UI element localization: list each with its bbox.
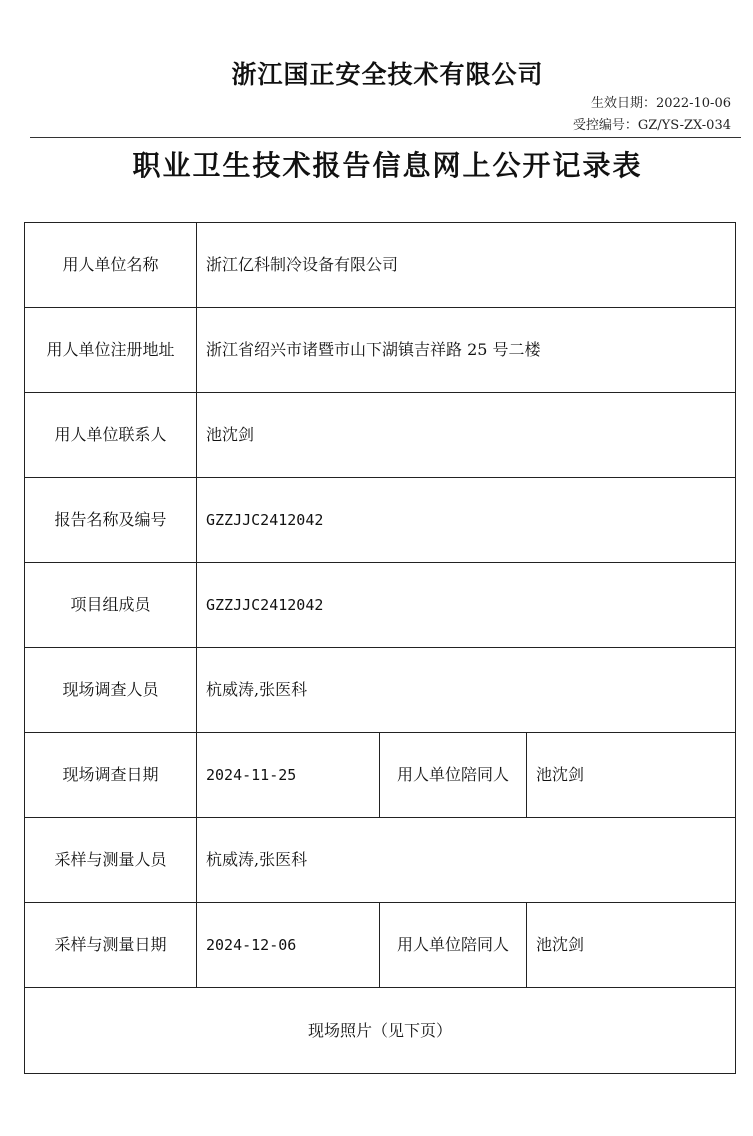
row-sampling-date xyxy=(25,903,736,988)
survey-date-value: 2024-11-25 xyxy=(197,733,380,818)
photos-note: 现场照片（见下页） xyxy=(25,988,736,1074)
row-report xyxy=(25,478,736,563)
row-contact xyxy=(25,393,736,478)
employer-name-label: 用人单位名称 xyxy=(25,223,197,308)
sampling-date-label: 采样与测量日期 xyxy=(25,903,197,988)
survey-people-value: 杭威涛,张医科 xyxy=(197,648,736,733)
sampling-date-value: 2024-12-06 xyxy=(197,903,380,988)
row-employer-name xyxy=(25,223,736,308)
employer-name-value: 浙江亿科制冷设备有限公司 xyxy=(197,223,736,308)
survey-escort-value: 池沈剑 xyxy=(527,733,736,818)
row-address xyxy=(25,308,736,393)
address-value: 浙江省绍兴市诸暨市山下湖镇吉祥路 25 号二楼 xyxy=(197,308,736,393)
row-sampling-people xyxy=(25,818,736,903)
acceptance-number: 受控编号：GZ/YS-ZX-034 xyxy=(572,118,731,133)
survey-people-label: 现场调查人员 xyxy=(25,648,197,733)
sampling-escort-label: 用人单位陪同人 xyxy=(380,903,527,988)
contact-value: 池沈剑 xyxy=(197,393,736,478)
survey-date-label: 现场调查日期 xyxy=(25,733,197,818)
effective-date: 生效日期：2022-10-06 xyxy=(591,96,731,111)
document-title: 职业卫生技术报告信息网上公开记录表 xyxy=(132,149,643,182)
members-label: 项目组成员 xyxy=(25,563,197,648)
row-survey-people xyxy=(25,648,736,733)
report-number-value: GZZJJC2412042 xyxy=(197,478,736,563)
sampling-escort-value: 池沈剑 xyxy=(527,903,736,988)
sampling-people-value: 杭威涛,张医科 xyxy=(197,818,736,903)
header-divider xyxy=(30,137,741,138)
row-members xyxy=(25,563,736,648)
row-photos xyxy=(25,988,736,1074)
report-label: 报告名称及编号 xyxy=(25,478,197,563)
company-name: 浙江国正安全技术有限公司 xyxy=(231,60,544,89)
address-label: 用人单位注册地址 xyxy=(25,308,197,393)
record-table xyxy=(24,222,736,1074)
row-survey-date xyxy=(25,733,736,818)
survey-escort-label: 用人单位陪同人 xyxy=(380,733,527,818)
members-value: GZZJJC2412042 xyxy=(197,563,736,648)
contact-label: 用人单位联系人 xyxy=(25,393,197,478)
sampling-people-label: 采样与测量人员 xyxy=(25,818,197,903)
